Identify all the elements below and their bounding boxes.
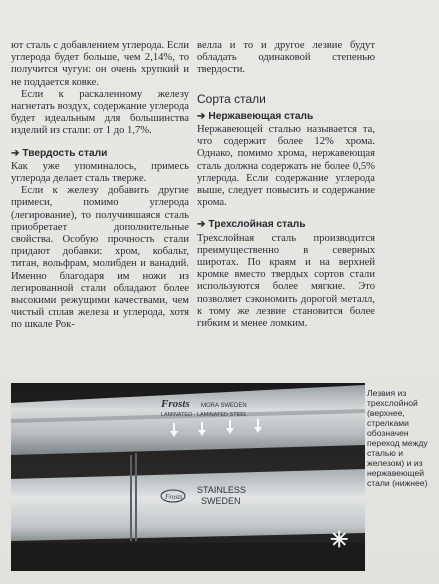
section-heading-hardness — [11, 148, 189, 160]
knife-blades-photo — [11, 383, 365, 571]
decorative-mark: ✳ — [330, 527, 349, 552]
blade1-brand: Frosts — [161, 398, 190, 410]
left-column — [11, 40, 189, 332]
heading-text: Твердость стали — [22, 147, 108, 159]
blade1-text-bottom: LAMINATED · LAMINATED STEEL — [161, 412, 247, 418]
section-heading-three-layer — [197, 219, 375, 231]
blade2-line2: SWEDEN — [201, 496, 241, 506]
heading-text: Трехслойная сталь — [208, 219, 306, 231]
blades-illustration — [11, 383, 365, 571]
section-heading-stainless — [197, 111, 375, 123]
right-column — [197, 40, 375, 330]
photo-caption: Лезвия из трехслойной (верхнее, стрелками обозначен переход между сталью и железом) и из нержавеющей стали (нижнее) — [367, 388, 428, 488]
paragraph: ют сталь с добавлением углерода. Если углерода будет больше, чем 2,14%, то получится чугун: он очень хрупкий и не поддается ковке. — [11, 40, 189, 88]
paragraph: Если к железу добавить другие примеси, помимо углерода (легирование), то получившаяся сталь приобретает дополнительные свойства. Особую прочность стали придают добавки: хром, кобальт, титан, вольфрам, молибден и ванадий. Именно благодаря им ножи из легированной стали обладают более высокими режущими качествами, чем чистый сплав железа и углерода, хотя по шкале Рок- — [11, 185, 189, 331]
blade2-brand: Frosts — [165, 493, 183, 501]
paragraph: велла и то и другое лезвие будут обладать одинаковой степенью твердости. — [197, 40, 375, 76]
paragraph: Если к раскаленному железу нагнетать воздух, содержание углерода будет идеальным для большинства изделий из стали: от 1 до 1,7%. — [11, 88, 189, 137]
bottom-blade — [11, 469, 365, 541]
paragraph: Нержавеющей сталью называется та, что содержит более 12% хрома. Однако, помимо хрома, нержавеющая сталь должна содержать не более 0,5% углерода. Если содержание углерода выше, следует повысить и содержание хрома. — [197, 124, 375, 209]
heading-text: Нержавеющая сталь — [208, 110, 314, 122]
arrow-right-icon: ➔ — [197, 110, 206, 122]
blade2-line1: STAINLESS — [197, 485, 246, 495]
arrow-right-icon: ➔ — [11, 147, 20, 159]
arrow-right-icon: ➔ — [197, 219, 206, 231]
section-heading-grades: Сорта стали — [197, 91, 266, 106]
blade1-text-top: MORA SWEDEN — [201, 403, 247, 409]
paragraph: Трехслойная сталь производится преимущественно в северных широтах. По краям и на верхней кромке вместо твердых сортов стали используются более мягкие. Это позволяет сэкономить дорогой металл, к тому же лезвие становится более гибким и менее ломким. — [197, 232, 375, 330]
paragraph: Как уже упоминалось, примесь углерода делает сталь тверже. — [11, 160, 189, 185]
